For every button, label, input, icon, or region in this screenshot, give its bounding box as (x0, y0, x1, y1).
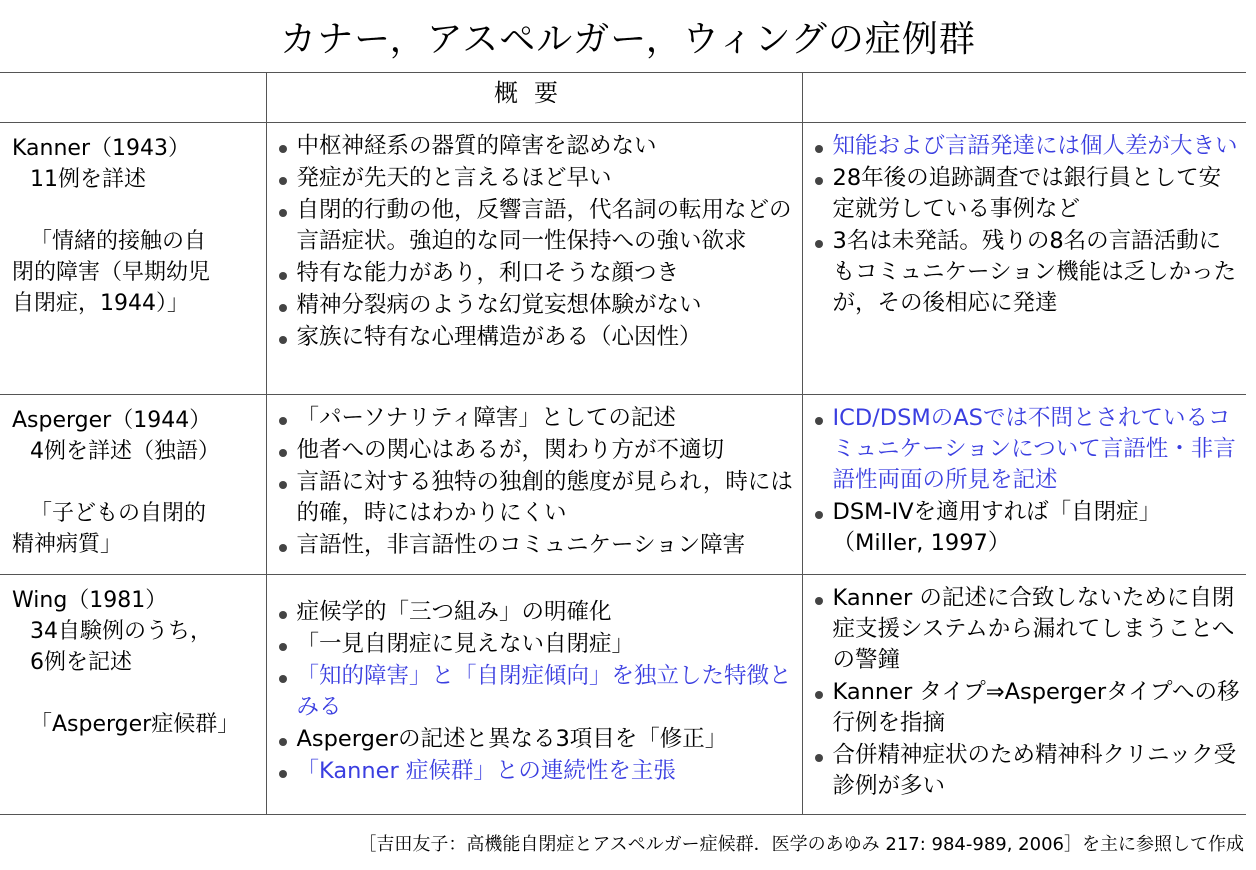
bullet-item: 言語に対する独特の独創的態度が見られ，時には的確，時にはわかりにくい (277, 467, 796, 529)
citation: ［吉田友子：高機能自閉症とアスペルガー症候群．医学のあゆみ 217: 984-989, 2006］を主に参照して作成 (358, 834, 1244, 855)
notes-cell (802, 575, 1246, 815)
bullet-item: 精神分裂病のような幻覚妄想体験がない (277, 290, 796, 321)
header-cell-summary (266, 73, 802, 123)
bullet-item: 「Kanner 症候群」との連続性を主張 (277, 756, 796, 787)
bullet-item: 他者への関心はあるが，関わり方が不適切 (277, 435, 796, 466)
summary-cell (266, 123, 802, 395)
notes-cell (802, 123, 1246, 395)
bullet-item: Kanner の記述に合致しないために自閉症支援システムから漏れてしまうことへの警鐘 (813, 583, 1241, 676)
bullet-item: 自閉的行動の他，反響言語，代名詞の転用などの言語症状。強迫的な同一性保持への強い欲求 (277, 195, 796, 257)
bullet-item: ICD/DSMのASでは不問とされているコミュニケーションについて言語性・非言語性両面の所見を記述 (813, 403, 1241, 496)
bullet-item: 「パーソナリティ障害」としての記述 (277, 403, 796, 434)
bullet-item: 知能および言語発達には個人差が大きい (813, 131, 1241, 162)
bullet-item: 「一見自閉症に見えない自閉症」 (277, 629, 796, 660)
bullet-item: 「知的障害」と「自閉症傾向」を独立した特徴とみる (277, 661, 796, 723)
case-count-2: 6例を記述 (30, 650, 132, 675)
term-line: 「Asperger症候群」 (30, 712, 240, 737)
author-name: Wing（1981） (12, 588, 168, 613)
author-cell (0, 395, 266, 575)
case-count: 4例を詳述（独語） (30, 439, 220, 464)
author-name: Kanner（1943） (12, 136, 190, 161)
header-cell-1 (0, 73, 266, 123)
term-line: 閉的障害（早期幼児 (12, 260, 211, 285)
notes-cell (802, 395, 1246, 575)
bullet-item: Kanner タイプ⇒Aspergerタイプへの移行例を指摘 (813, 677, 1241, 739)
summary-cell (266, 575, 802, 815)
case-count: 34自験例のうち， (30, 619, 212, 644)
bullet-item: 合併精神症状のため精神科クリニック受診例が多い (813, 740, 1241, 802)
author-cell (0, 575, 266, 815)
header-summary-label: 概要 (494, 79, 574, 107)
author-cell (0, 123, 266, 395)
header-cell-3 (802, 73, 1246, 123)
row-wing (0, 575, 1246, 815)
term-line: 自閉症，1944）」 (12, 291, 189, 316)
term-line: 「子どもの自閉的 (30, 501, 207, 526)
bullet-item: 発症が先天的と言えるほど早い (277, 163, 796, 194)
row-asperger (0, 395, 1246, 575)
bullet-item: 特有な能力があり，利口そうな顔つき (277, 258, 796, 289)
page-title: カナー，アスペルガー，ウィングの症例群 (280, 19, 976, 60)
row-kanner (0, 123, 1246, 395)
bullet-item: 28年後の追跡調査では銀行員として安定就労している事例など (813, 163, 1241, 225)
case-count: 11例を詳述 (30, 167, 146, 192)
bullet-item: 症候学的「三つ組み」の明確化 (277, 597, 796, 628)
term-line: 「情緒的接触の自 (30, 229, 207, 254)
author-name: Asperger（1944） (12, 408, 212, 433)
bullet-item: 3名は未発話。残りの8名の言語活動にもコミュニケーション機能は乏しかったが，その後相応に発達 (813, 226, 1241, 319)
bullet-item: 言語性，非言語性のコミュニケーション障害 (277, 530, 796, 561)
bullet-item: DSM-IVを適用すれば「自閉症」（Miller, 1997） (813, 497, 1241, 559)
comparison-table (0, 72, 1246, 815)
bullet-item: 家族に特有な心理構造がある（心因性） (277, 322, 796, 353)
term-line: 精神病質」 (12, 532, 123, 557)
header-row (0, 73, 1246, 123)
bullet-item: Aspergerの記述と異なる3項目を「修正」 (277, 724, 796, 755)
summary-cell (266, 395, 802, 575)
bullet-item: 中枢神経系の器質的障害を認めない (277, 131, 796, 162)
